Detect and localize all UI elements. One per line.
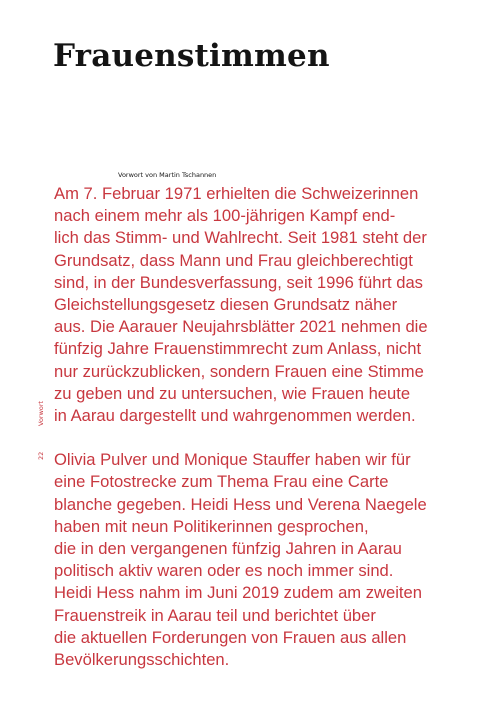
text-line: Grundsatz, dass Mann und Frau gleichberechtigt [54,250,413,270]
text-line: Bevölkerungsschichten. [54,650,230,670]
page-title: Frauenstimmen [53,38,330,74]
text-line: in Aarau dargestellt und wahrgenommen werden. [54,406,416,426]
page-number: 22 [37,451,45,460]
text-line: zu geben und zu untersuchen, wie Frauen heute [54,383,411,403]
text-line: Am 7. Februar 1971 erhielten die Schweizerinnen [54,184,419,203]
text-line: haben mit neun Politikerinnen gesprochen, [54,516,369,536]
paragraph-2 [54,449,474,671]
paragraph-1 [54,183,474,427]
text-line: fünfzig Jahre Frauenstimmrecht zum Anlass, nicht [54,339,422,359]
margin-section-label: Vorwort [37,400,45,426]
text-line: aus. Die Aarauer Neujahrsblätter 2021 nehmen die [54,317,428,337]
text-line: blanche gegeben. Heidi Hess und Verena Naegele [54,494,427,514]
text-line: Gleichstellungsgesetz diesen Grundsatz näher [54,295,398,315]
text-line: Olivia Pulver und Monique Stauffer haben wir für [54,450,411,470]
text-line: eine Fotostrecke zum Thema Frau eine Carte [54,472,389,492]
text-line: Frauenstreik in Aarau teil und berichtet über [54,605,376,625]
text-line: politisch aktiv waren oder es noch immer sind. [54,561,394,581]
text-line: Heidi Hess nahm im Juni 2019 zudem am zweiten [54,583,422,603]
text-line: nur zurückzublicken, sondern Frauen eine Stimme [54,361,424,381]
byline: Vorwort von Martin Tschannen [118,171,217,179]
body-text [54,183,474,671]
text-line: lich das Stimm- und Wahlrecht. Seit 1981 steht der [54,228,427,248]
text-line: nach einem mehr als 100-jährigen Kampf end- [54,206,396,226]
text-line: die aktuellen Forderungen von Frauen aus allen [54,627,407,647]
text-line: die in den vergangenen fünfzig Jahren in Aarau [54,539,402,559]
text-line: sind, in der Bundesverfassung, seit 1996 führt das [54,272,423,292]
